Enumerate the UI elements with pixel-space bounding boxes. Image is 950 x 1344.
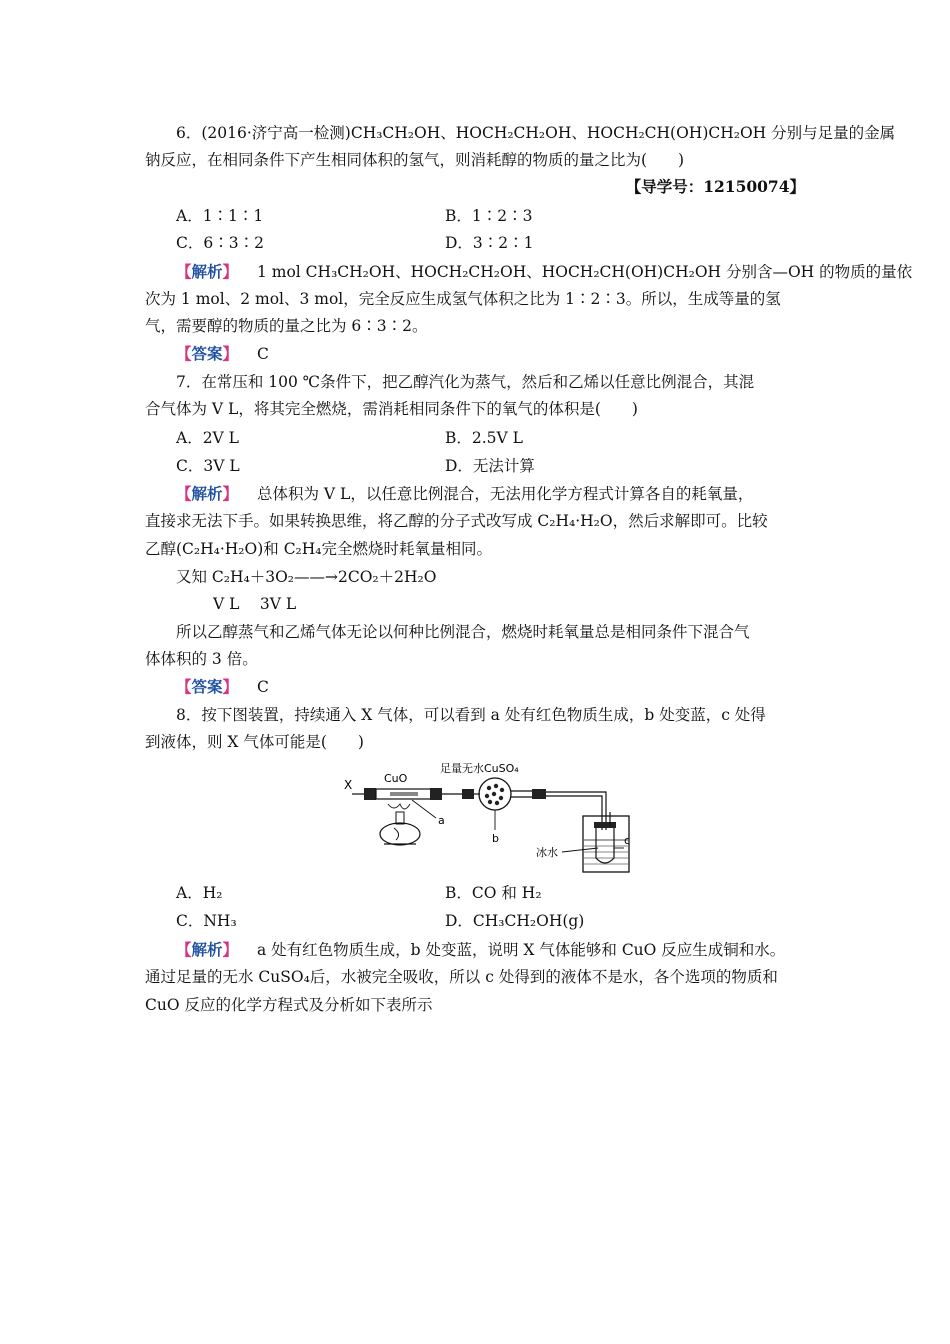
q6-stem-line2: 钠反应，在相同条件下产生相同体积的氢气，则消耗醇的物质的量之比为( ) (145, 151, 685, 169)
q8-analysis-line2: 通过足量的无水 CuSO₄后，水被完全吸收，所以 c 处得到的液体不是水，各个选项的物质和 (145, 968, 778, 986)
q7-option-d: D．无法计算 (445, 457, 535, 475)
label-x: X (344, 778, 353, 792)
q6-option-a: A．1∶1∶1 (176, 207, 264, 225)
stopper-left (364, 788, 376, 800)
q6-option-d: D．3∶2∶1 (445, 234, 534, 252)
q6-option-b: B．1∶2∶3 (445, 207, 533, 225)
analysis-tag: 【解析】 (176, 940, 239, 959)
q6-option-c: C．6∶3∶2 (176, 234, 264, 252)
q8-option-a: A．H₂ (176, 884, 223, 902)
q8-option-c: C．NH₃ (176, 912, 237, 930)
q7-stem-line2: 合气体为 V L，将其完全燃烧，需消耗相同条件下的氧气的体积是( ) (145, 400, 638, 418)
q6-analysis-line2: 次为 1 mol、2 mol、3 mol，完全反应生成氢气体积之比为 1∶2∶3。所以，生成等量的氢 (145, 290, 781, 308)
q7-analysis-line7: 体体积的 3 倍。 (145, 650, 258, 668)
q6-answer: 【答案】 C (176, 344, 269, 363)
q8-analysis-line3: CuO 反应的化学方程式及分析如下表所示 (145, 996, 433, 1014)
label-cuo: CuO (384, 772, 408, 785)
q7-analysis-line1: 【解析】 总体积为 V L，以任意比例混合，无法用化学方程式计算各自的耗氧量， (176, 484, 754, 503)
q7-analysis-line2: 直接求无法下手。如果转换思维，将乙醇的分子式改写成 C₂H₄·H₂O，然后求解即可。比较 (145, 512, 768, 530)
q7-answer: 【答案】 C (176, 677, 269, 696)
q7-equation-volumes: V L 3V L (213, 595, 297, 613)
q6-guide-number: 【导学号：12150074】 (625, 177, 805, 196)
q6-analysis-line1: 【解析】 1 mol CH₃CH₂OH、HOCH₂CH₂OH、HOCH₂CH(OH)CH₂OH 分别含—OH 的物质的量依 (176, 262, 913, 281)
q8-stem-line2: 到液体，则 X 气体可能是( ) (145, 733, 364, 751)
label-ice-water: 冰水 (536, 846, 558, 859)
label-b: b (492, 832, 499, 845)
alcohol-lamp (380, 823, 420, 845)
answer-tag: 【答案】 (176, 677, 239, 696)
q8-option-d: D．CH₃CH₂OH(g) (445, 912, 585, 930)
answer-tag: 【答案】 (176, 344, 239, 363)
q7-option-b: B．2.5V L (445, 429, 523, 447)
label-c: c (624, 834, 630, 847)
q6-stem-line1: 6．(2016·济宁高一检测)CH₃CH₂OH、HOCH₂CH₂OH、HOCH₂CH(OH)CH₂OH 分别与足量的金属 (176, 124, 896, 142)
q8-analysis-line1: 【解析】 a 处有红色物质生成，b 处变蓝，说明 X 气体能够和 CuO 反应生成铜和水。 (176, 940, 786, 959)
analysis-tag: 【解析】 (176, 484, 239, 503)
q7-option-c: C．3V L (176, 457, 240, 475)
apparatus-figure (340, 760, 630, 878)
analysis-tag: 【解析】 (176, 262, 239, 281)
q7-equation: 又知 C₂H₄＋3O₂——→2CO₂＋2H₂O (176, 568, 437, 586)
q8-option-b: B．CO 和 H₂ (445, 884, 542, 902)
label-a: a (438, 814, 445, 827)
q7-analysis-line6: 所以乙醇蒸气和乙烯气体无论以何种比例混合，燃烧时耗氧量总是相同条件下混合气 (176, 623, 750, 641)
stopper-right (430, 788, 442, 800)
label-cuso4: 足量无水CuSO₄ (440, 762, 519, 775)
q7-analysis-line3: 乙醇(C₂H₄·H₂O)和 C₂H₄完全燃烧时耗氧量相同。 (145, 540, 492, 558)
q6-analysis-line3: 气，需要醇的物质的量之比为 6∶3∶2。 (145, 317, 428, 335)
q7-stem-line1: 7．在常压和 100 ℃条件下，把乙醇汽化为蒸气，然后和乙烯以任意比例混合，其混 (176, 373, 755, 391)
q8-stem-line1: 8．按下图装置，持续通入 X 气体，可以看到 a 处有红色物质生成，b 处变蓝，c 处得 (176, 706, 766, 724)
q7-option-a: A．2V L (176, 429, 239, 447)
